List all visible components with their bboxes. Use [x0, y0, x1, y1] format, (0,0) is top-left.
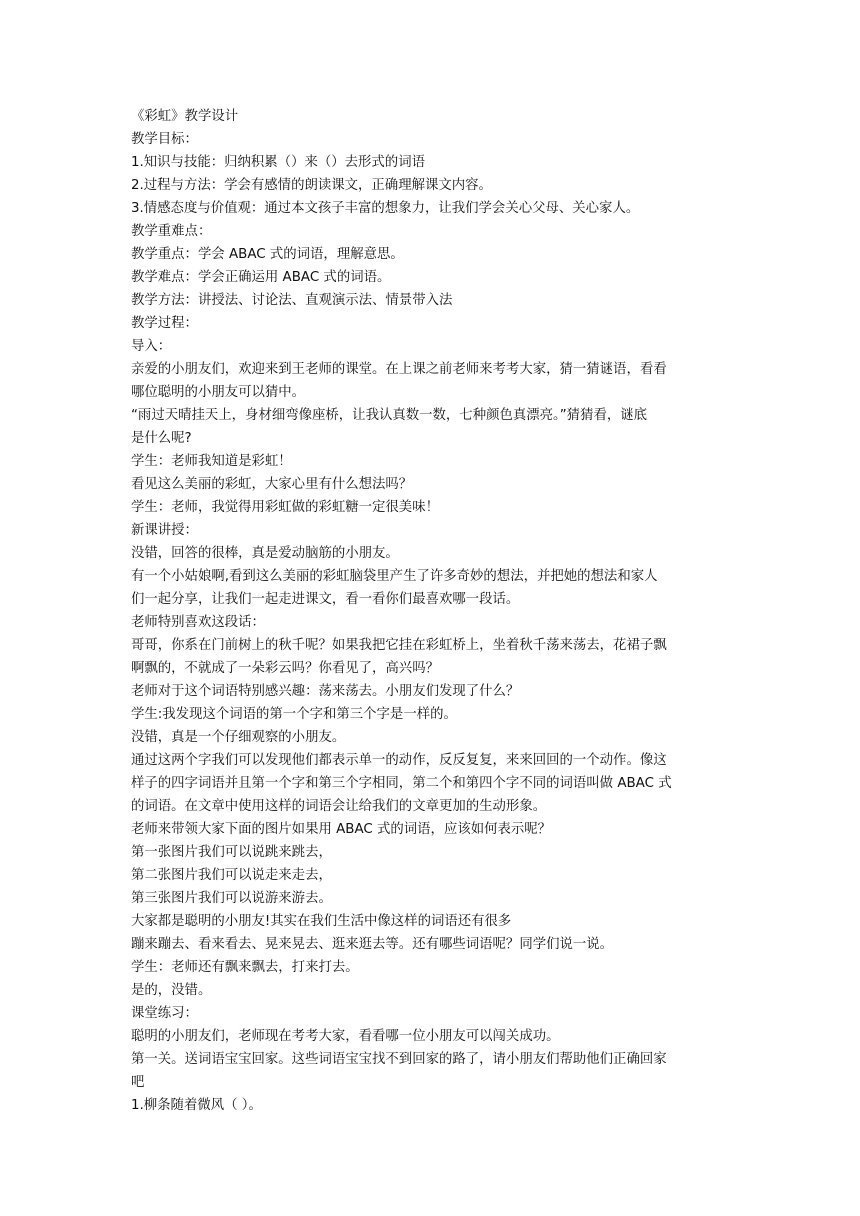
paragraph-line: 是的，没错。 — [131, 983, 212, 998]
paragraph-line: 第三张图片我们可以说游来游去。 — [131, 891, 332, 906]
paragraph-line: 老师特别喜欢这段话： — [131, 615, 265, 630]
exercise-item-1: 1.柳条随着微风（ ）。 — [131, 1098, 262, 1113]
paragraph-line: 老师对于这个词语特别感兴趣：荡来荡去。小朋友们发现了什么？ — [131, 684, 520, 699]
paragraph-line: 有一个小姑娘啊,看到这么美丽的彩虹脑袋里产生了许多奇妙的想法，并把她的想法和家人 — [131, 569, 658, 584]
paragraph-line: 的词语。在文章中使用这样的词语会让给我们的文章更加的生动形象。 — [131, 799, 547, 814]
goal-item-3: 3.情感态度与价值观：通过本文孩子丰富的想象力，让我们学会关心父母、关心家人。 — [131, 201, 640, 216]
goal-item-2: 2.过程与方法：学会有感情的朗读课文，正确理解课文内容。 — [131, 178, 492, 193]
paragraph-line: 们一起分享，让我们一起走进课文，看一看你们最喜欢哪一段话。 — [131, 592, 520, 607]
paragraph-line: 第二张图片我们可以说走来走去， — [131, 868, 332, 883]
section-heading-intro: 导入： — [131, 339, 172, 354]
difficult-point: 教学难点：学会正确运用 ABAC 式的词语。 — [131, 270, 391, 285]
section-heading-key-points: 教学重难点： — [131, 224, 212, 239]
paragraph-line: 亲爱的小朋友们，欢迎来到王老师的课堂。在上课之前老师来考考大家，猜一猜谜语，看看 — [131, 362, 667, 377]
paragraph-line: 啊飘的，不就成了一朵彩云吗？你看见了，高兴吗？ — [131, 661, 439, 676]
teaching-methods: 教学方法：讲授法、讨论法、直观演示法、情景带入法 — [131, 293, 453, 308]
paragraph-line: 第一关。送词语宝宝回家。这些词语宝宝找不到回家的路了，请小朋友们帮助他们正确回家 — [131, 1052, 667, 1067]
paragraph-line: 老师来带领大家下面的图片如果用 ABAC 式的词语，应该如何表示呢？ — [131, 822, 552, 837]
section-heading-process: 教学过程： — [131, 316, 198, 331]
paragraph-line: 哥哥，你系在门前树上的秋千呢？如果我把它挂在彩虹桥上，坐着秋千荡来荡去，花裙子飘 — [131, 638, 667, 653]
paragraph-line: 哪位聪明的小朋友可以猜中。 — [131, 385, 306, 400]
section-heading-new-lesson: 新课讲授： — [131, 523, 198, 538]
paragraph-line: “雨过天晴挂天上，身材细弯像座桥，让我认真数一数，七种颜色真漂亮。”猜猜看，谜底 — [131, 408, 648, 423]
paragraph-line: 学生：老师我知道是彩虹！ — [131, 454, 292, 469]
paragraph-line: 学生：老师还有飘来飘去，打来打去。 — [131, 960, 359, 975]
paragraph-line: 没错，回答的很棒，真是爱动脑筋的小朋友。 — [131, 546, 399, 561]
paragraph-line: 吧 — [131, 1075, 145, 1090]
key-point: 教学重点：学会 ABAC 式的词语，理解意思。 — [131, 247, 404, 262]
paragraph-line: 是什么呢? — [131, 431, 192, 446]
section-heading-goals: 教学目标： — [131, 132, 198, 147]
paragraph-line: 通过这两个字我们可以发现他们都表示单一的动作，反反复复，来来回回的一个动作。像这 — [131, 753, 667, 768]
section-heading-practice: 课堂练习： — [131, 1006, 198, 1021]
paragraph-line: 第一张图片我们可以说跳来跳去， — [131, 845, 332, 860]
doc-title: 《彩虹》教学设计 — [131, 109, 239, 124]
paragraph-line: 样子的四字词语并且第一个字和第三个字相同，第二个和第四个字不同的词语叫做 ABAC 式 — [131, 776, 672, 791]
paragraph-line: 没错，真是一个仔细观察的小朋友。 — [131, 730, 346, 745]
goal-item-1: 1.知识与技能：归纳积累（）来（）去形式的词语 — [131, 155, 425, 170]
paragraph-line: 蹦来蹦去、看来看去、晃来晃去、逛来逛去等。还有哪些词语呢？同学们说一说。 — [131, 937, 614, 952]
paragraph-line: 学生：老师，我觉得用彩虹做的彩虹糖一定很美味！ — [131, 500, 439, 515]
paragraph-line: 聪明的小朋友们，老师现在考考大家，看看哪一位小朋友可以闯关成功。 — [131, 1029, 560, 1044]
document-page — [131, 105, 731, 1117]
paragraph-line: 大家都是聪明的小朋友!其实在我们生活中像这样的词语还有很多 — [131, 914, 512, 929]
paragraph-line: 学生:我发现这个词语的第一个字和第三个字是一样的。 — [131, 707, 457, 722]
paragraph-line: 看见这么美丽的彩虹，大家心里有什么想法吗？ — [131, 477, 413, 492]
